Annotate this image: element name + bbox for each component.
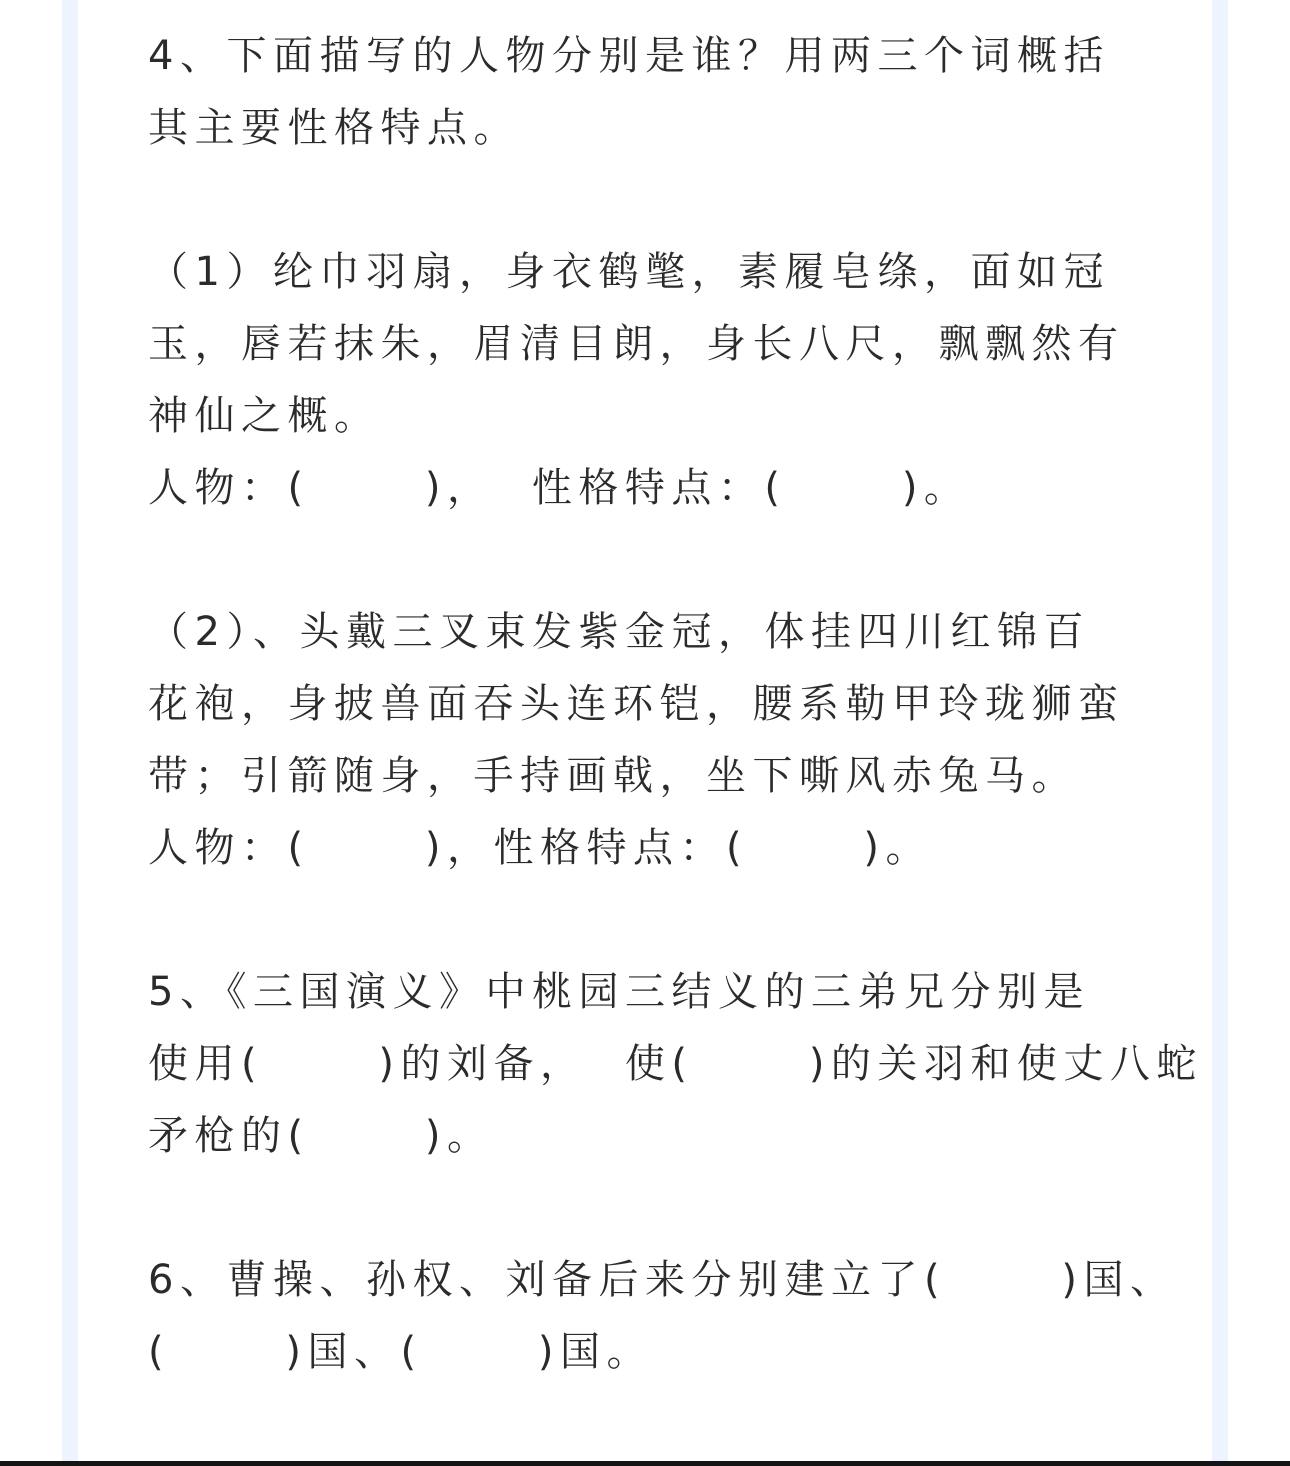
question-6 xyxy=(148,1244,1177,1388)
question-6-line-1: 6、曹操、孙权、刘备后来分别建立了( )国、 xyxy=(148,1257,1177,1303)
question-5-line-2: 使用( )的刘备， 使( )的关羽和使丈八蛇 xyxy=(148,1041,1203,1087)
item-1-line-2: 玉，唇若抹朱，眉清目朗，身长八尺，飘飘然有 xyxy=(148,321,1125,367)
spacer xyxy=(148,884,1142,956)
item-2-line-3: 带；引箭随身，手持画戟，坐下嘶风赤兔马。 xyxy=(148,753,1078,799)
item-2-line-2: 花袍，身披兽面吞头连环铠，腰系勒甲玲珑狮蛮 xyxy=(148,681,1125,727)
question-4-line-1: 4、下面描写的人物分别是谁？用两三个词概括 xyxy=(148,33,1110,79)
spacer xyxy=(148,164,1142,236)
item-1-answer-blank: 人物：( )， 性格特点：( )。 xyxy=(148,465,971,511)
question-content xyxy=(148,20,1203,1388)
item-2-line-1: （2）、头戴三叉束发紫金冠，体挂四川红锦百 xyxy=(148,609,1090,655)
left-margin-band xyxy=(62,0,78,1466)
question-4-item-1 xyxy=(148,236,1142,524)
right-margin-band xyxy=(1212,0,1228,1466)
spacer xyxy=(148,524,1142,596)
question-5-line-3: 矛枪的( )。 xyxy=(148,1113,494,1159)
question-5-line-1: 5、《三国演义》中桃园三结义的三弟兄分别是 xyxy=(148,969,1090,1015)
bottom-edge-bar xyxy=(0,1461,1290,1466)
item-1-line-1: （1）纶巾羽扇，身衣鹤氅，素履皂绦，面如冠 xyxy=(148,249,1110,295)
question-5 xyxy=(148,956,1203,1172)
item-2-answer-blank: 人物：( )，性格特点：( )。 xyxy=(148,825,932,871)
question-4 xyxy=(148,20,1142,164)
item-1-line-3: 神仙之概。 xyxy=(148,393,381,439)
question-6-line-2: ( )国、( )国。 xyxy=(148,1329,653,1375)
spacer xyxy=(148,1172,1142,1244)
question-4-line-2: 其主要性格特点。 xyxy=(148,105,520,151)
question-4-item-2 xyxy=(148,596,1142,884)
